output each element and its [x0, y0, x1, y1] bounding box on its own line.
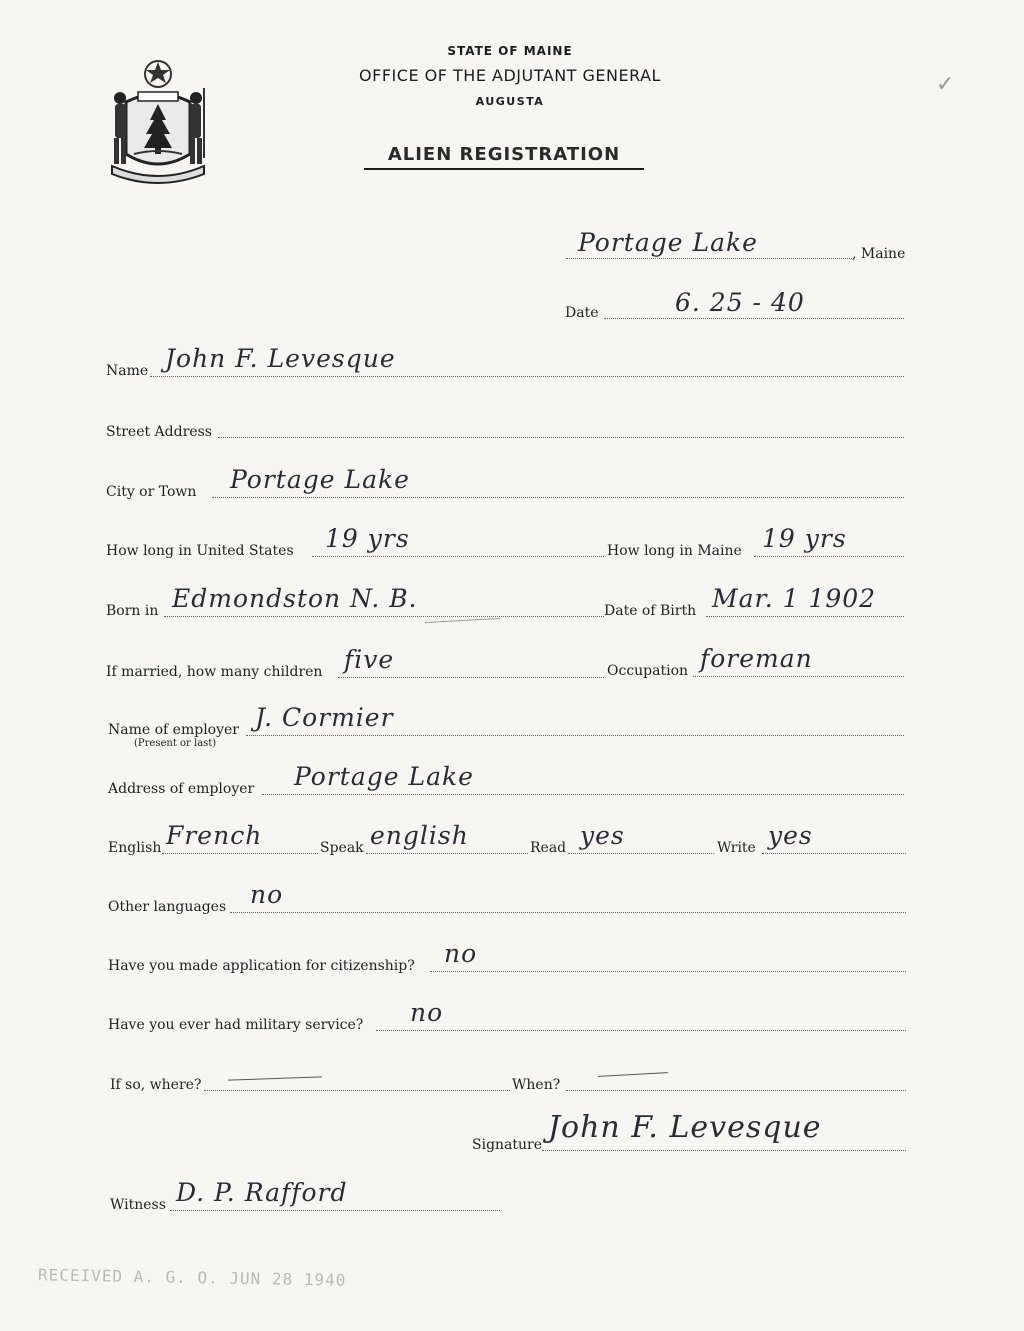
read-value[interactable]: yes — [580, 821, 625, 850]
date-line — [604, 318, 904, 319]
date-value[interactable]: 6. 25 - 40 — [675, 288, 805, 317]
speak-label: Speak — [320, 840, 364, 856]
write-value[interactable]: yes — [768, 821, 813, 850]
date-label: Date — [565, 305, 599, 321]
header-office: OFFICE OF THE ADJUTANT GENERAL — [359, 66, 661, 85]
citizenship-label: Have you made application for citizenship? — [108, 958, 415, 974]
when-dash-mark — [598, 1072, 668, 1077]
employer-name-label: Name of employer — [108, 722, 239, 738]
write-label: Write — [717, 840, 756, 856]
name-label: Name — [106, 363, 149, 379]
signature-line — [542, 1150, 906, 1151]
pencil-underline — [425, 618, 500, 623]
read-line — [568, 853, 714, 854]
form-title: ALIEN REGISTRATION — [364, 144, 644, 170]
how-long-us-label: How long in United States — [106, 543, 294, 559]
location-suffix: , Maine — [852, 246, 906, 262]
speak-line — [366, 853, 528, 854]
military-line — [376, 1030, 906, 1031]
received-stamp: RECEIVED A. G. O. JUN 28 1940 — [37, 1265, 347, 1290]
employer-address-value[interactable]: Portage Lake — [294, 762, 474, 791]
military-label: Have you ever had military service? — [108, 1017, 364, 1033]
born-in-label: Born in — [106, 603, 159, 619]
city-town-line — [212, 497, 904, 498]
maine-state-seal — [104, 58, 212, 186]
read-label: Read — [530, 840, 567, 856]
how-long-maine-label: How long in Maine — [607, 543, 742, 559]
english-label: English — [108, 840, 162, 856]
english-line — [162, 853, 318, 854]
military-value[interactable]: no — [410, 998, 444, 1027]
check-mark-icon: ✓ — [936, 72, 955, 97]
street-address-label: Street Address — [106, 424, 212, 440]
city-town-label: City or Town — [106, 484, 197, 500]
children-label: If married, how many children — [106, 664, 323, 680]
city-town-value[interactable]: Portage Lake — [230, 465, 410, 494]
employer-address-line — [262, 794, 904, 795]
how-long-maine-value[interactable]: 19 yrs — [762, 524, 847, 553]
where-line — [204, 1090, 510, 1091]
signature-value[interactable]: John F. Levesque — [548, 1110, 822, 1145]
name-value[interactable]: John F. Levesque — [165, 344, 396, 373]
children-value[interactable]: five — [344, 645, 395, 674]
how-long-us-line — [312, 556, 604, 557]
street-address-line — [218, 437, 904, 438]
witness-label: Witness — [110, 1197, 166, 1213]
when-label: When? — [512, 1077, 561, 1093]
witness-line — [170, 1210, 500, 1211]
citizenship-line — [430, 971, 906, 972]
english-value[interactable]: French — [166, 821, 263, 850]
write-line — [762, 853, 906, 854]
name-line — [150, 376, 904, 377]
signature-label: Signature — [472, 1137, 543, 1153]
citizenship-value[interactable]: no — [444, 939, 478, 968]
when-line — [566, 1090, 906, 1091]
children-line — [338, 677, 604, 678]
employer-name-line — [246, 735, 904, 736]
witness-value[interactable]: D. P. Rafford — [176, 1178, 348, 1207]
how-long-maine-line — [754, 556, 904, 557]
location-line — [566, 258, 852, 259]
header-state: STATE OF MAINE — [447, 44, 573, 58]
where-dash-mark — [228, 1076, 322, 1080]
other-languages-line — [230, 912, 906, 913]
date-of-birth-label: Date of Birth — [604, 603, 697, 619]
occupation-label: Occupation — [607, 663, 689, 679]
where-label: If so, where? — [110, 1077, 202, 1093]
born-in-value[interactable]: Edmondston N. B. — [172, 584, 418, 613]
employer-name-value[interactable]: J. Cormier — [255, 703, 394, 732]
born-in-line — [164, 616, 604, 617]
header-city: AUGUSTA — [475, 95, 545, 108]
location-value[interactable]: Portage Lake — [578, 228, 758, 257]
employer-address-label: Address of employer — [108, 781, 255, 797]
date-of-birth-value[interactable]: Mar. 1 1902 — [712, 584, 877, 613]
date-of-birth-line — [706, 616, 904, 617]
speak-value[interactable]: english — [370, 821, 469, 850]
occupation-line — [693, 676, 904, 677]
employer-name-sublabel: (Present or last) — [134, 738, 217, 749]
other-languages-label: Other languages — [108, 899, 227, 915]
occupation-value[interactable]: foreman — [700, 644, 813, 673]
other-languages-value[interactable]: no — [250, 880, 284, 909]
how-long-us-value[interactable]: 19 yrs — [325, 524, 410, 553]
